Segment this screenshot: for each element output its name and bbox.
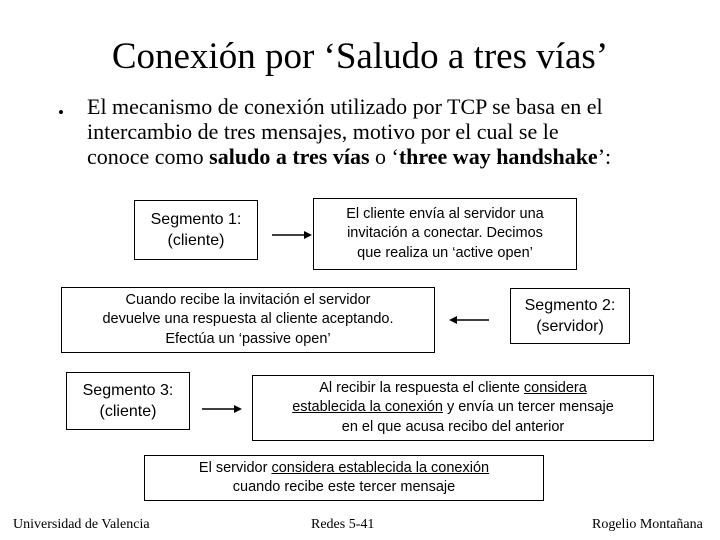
segment-3-desc-line-1 bbox=[292, 379, 614, 399]
bullet-term-saludo: saludo a tres vías bbox=[209, 144, 370, 169]
segment-2-desc-line-1: Cuando recibe la invitación el servidor bbox=[125, 291, 371, 308]
segment-3-role: (cliente) bbox=[99, 403, 157, 420]
footer-left: Universidad de Valencia bbox=[13, 517, 150, 532]
segment-3-considera: considera bbox=[523, 379, 587, 396]
segment-3-desc-line-2 bbox=[292, 398, 614, 418]
segment-2-title: Segmento 2: bbox=[524, 297, 616, 314]
segment-3-desc-line-3: en el que acusa recibo del anterior bbox=[341, 418, 565, 435]
segment-1-description-box bbox=[313, 198, 577, 270]
connection-established-box bbox=[144, 455, 544, 501]
footer-right: Rogelio Montañana bbox=[592, 517, 703, 532]
slide-title: Conexión por ‘Saludo a tres vías’ bbox=[111, 36, 609, 77]
final-considera: considera establecida la conexión bbox=[271, 459, 490, 476]
bullet-line-3-mid: o ‘ bbox=[369, 144, 399, 169]
bullet-marker: • bbox=[58, 103, 64, 122]
bullet-line-3 bbox=[87, 144, 687, 169]
segment-1-desc-line-1: El cliente envía al servidor una bbox=[346, 205, 544, 222]
segment-1-title: Segmento 1: bbox=[150, 211, 242, 228]
segment-1-role: (cliente) bbox=[167, 232, 225, 249]
arrow-left-2 bbox=[449, 315, 489, 325]
segment-2-desc-line-3: Efectúa un ‘passive open’ bbox=[165, 330, 331, 347]
bullet-line-2: intercambio de tres mensajes, motivo por el cual se le bbox=[87, 119, 559, 144]
segment-3-established: establecida la conexión bbox=[292, 399, 443, 416]
segment-3-desc-line-2-suffix: y envía un tercer mensaje bbox=[442, 399, 614, 416]
segment-1-box bbox=[134, 200, 258, 260]
segment-3-desc-line-1-prefix: Al recibir la respuesta el cliente bbox=[319, 379, 524, 396]
arrow-right-3 bbox=[202, 404, 242, 414]
segment-2-description-box bbox=[61, 287, 435, 353]
final-line-1 bbox=[199, 459, 489, 479]
segment-1-desc-line-3: que realiza un ‘active open’ bbox=[357, 244, 533, 261]
segment-1-desc-line-2: invitación a conectar. Decimos bbox=[347, 225, 543, 242]
segment-2-box bbox=[510, 288, 630, 344]
segment-2-desc-line-2: devuelve una respuesta al cliente aceptando. bbox=[102, 311, 394, 328]
bullet-term-handshake: three way handshake bbox=[398, 144, 598, 169]
bullet-line-3-prefix: conoce como bbox=[87, 144, 210, 169]
footer-center: Redes 5-41 bbox=[311, 517, 375, 532]
final-line-2: cuando recibe este tercer mensaje bbox=[232, 479, 456, 495]
segment-3-description-box bbox=[252, 375, 654, 441]
bullet-text bbox=[87, 94, 687, 169]
segment-3-box bbox=[66, 372, 190, 430]
arrow-right-1 bbox=[272, 230, 312, 240]
segment-2-role: (servidor) bbox=[536, 318, 604, 335]
final-line-1-prefix: El servidor bbox=[198, 459, 272, 476]
segment-3-title: Segmento 3: bbox=[82, 382, 174, 399]
bullet-line-1: El mecanismo de conexión utilizado por TCP se basa en el bbox=[87, 94, 603, 119]
bullet-line-3-suffix: ’: bbox=[597, 144, 612, 169]
